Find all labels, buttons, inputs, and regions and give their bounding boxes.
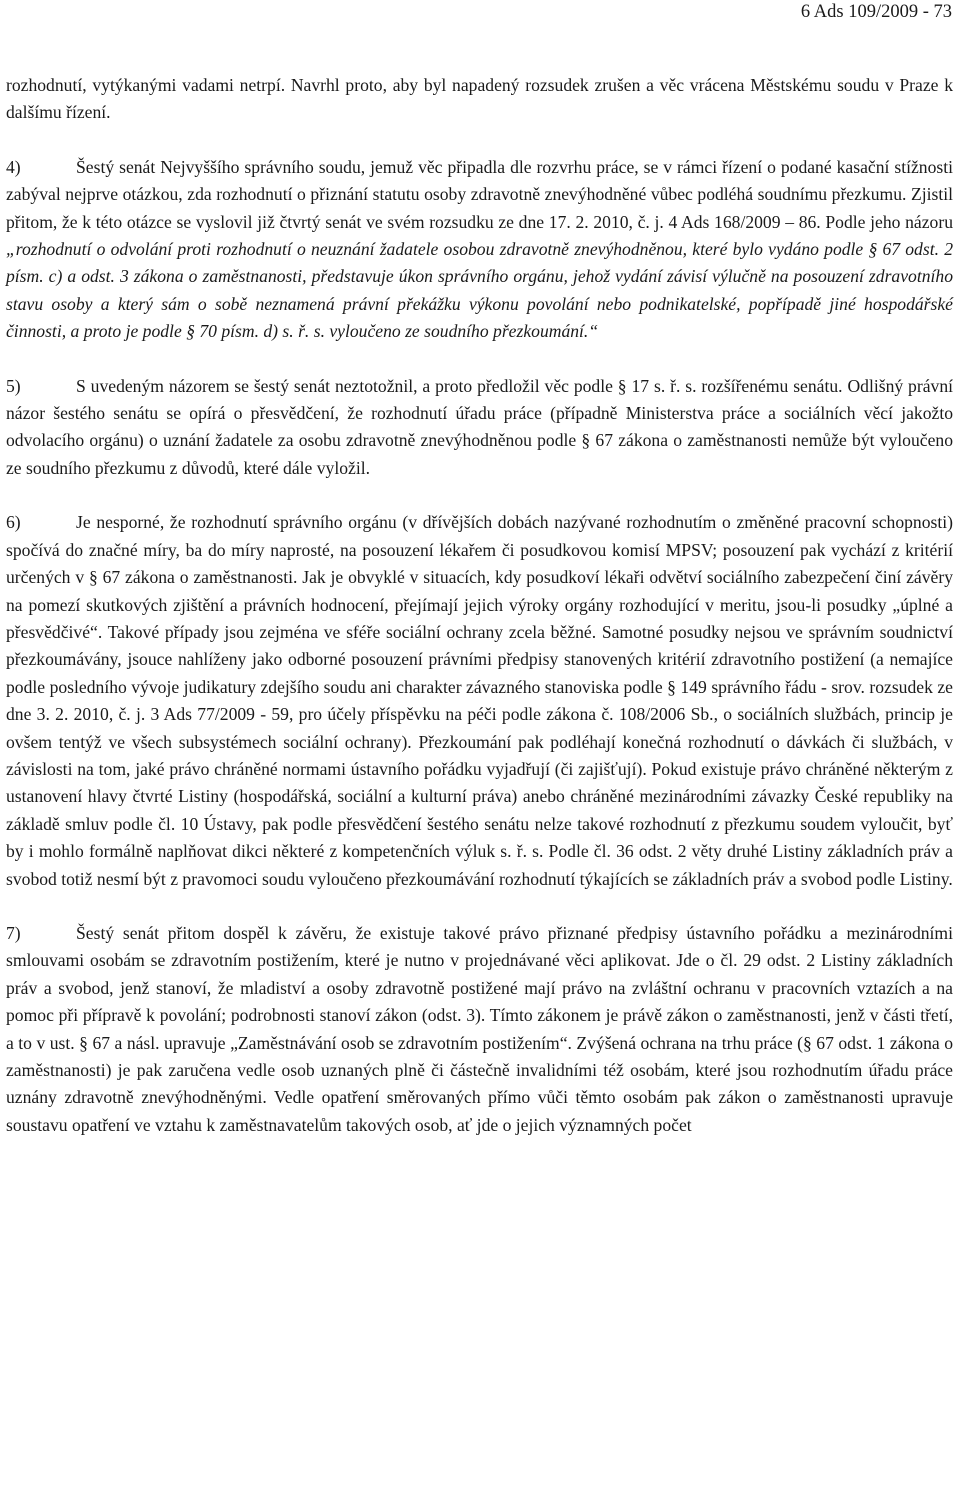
paragraph-gap (6, 346, 953, 373)
page-header-reference: 6 Ads 109/2009 - 73 (800, 2, 952, 22)
paragraph-text: Je nesporné, že rozhodnutí správního orgánu (v dřívějších dobách nazývané rozhodnutím o změněné pracovní schopnosti) spočívá do značné míry, ba do míry naprosté, na posouzení lékařem či posudkovou komisí MPSV; posouzení pak vychází z kritérií určených v § 67 zákona o zaměstnanosti. Jak je obvyklé v situacích, kdy posudkoví lékaři odvětví sociálního zabezpečení činí závěry na pomezí skutkových zjištění a právních hodnocení, přejímají jejich výroky orgány rozhodující v meritu, jsou-li posudky „úplné a přesvědčivé“. Takové případy jsou zejména ve sféře sociální ochrany zcela běžné. Samotné posudky nejsou ve správním soudnictví přezkoumávány, jsouce nahlíženy jako odborné posouzení právními předpisy stanovených kritérií zdravotního postižení (a nemajíce podle posledního vývoje judikatury zdejšího soudu ani charakter závazného stanoviska podle § 149 správního řádu - srov. rozsudek ze dne 3. 2. 2010, č. j. 3 Ads 77/2009 - 59, pro účely příspěvku na péči podle zákona č. 108/2006 Sb., o sociálních službách, princip je ovšem tentýž ve všech subsystémech sociální ochrany). Přezkoumání pak podléhají konečná rozhodnutí o dávkách či službách, v závislosti na tom, jaké právo chráněné normami ústavního pořádku vyjadřují (či zajišťují). Pokud existuje právo chráněné některým z ustanovení hlavy čtvrté Listiny (hospodářská, sociální a kulturní práva) anebo chráněné mezinárodními závazky České republiky na základě smluv podle čl. 10 Ústavy, pak podle přesvědčení šestého senátu nelze takové rozhodnutí z přezkumu soudem vyloučit, byť by i mohlo formálně naplňovat dikci některé z kompetenčních výluk s. ř. s. Podle čl. 36 odst. 2 věty druhé Listiny základních práv a svobod totiž nesmí být z pravomoci soudu vyloučeno přezkoumávání rozhodnutí týkajících se základních práv a svobod podle Listiny. (6, 512, 953, 889)
paragraph-6 (6, 509, 953, 893)
paragraph-text: S uvedeným názorem se šestý senát neztotožnil, a proto předložil věc podle § 17 s. ř. s. rozšířenému senátu. Odlišný právní názor šestého senátu se opírá o přesvědčení, že rozhodnutí úřadu práce (případně Ministerstva práce a sociálních věcí jakožto odvolacího orgánu) o uznání žadatele za osobu zdravotně znevýhodněnou podle § 67 zákona o zaměstnanosti nemůže být vyloučeno ze soudního přezkumu z důvodů, které dále vyložil. (6, 375, 953, 478)
paragraph-7 (6, 920, 953, 1139)
paragraph-4 (6, 154, 953, 346)
paragraph-5 (6, 373, 953, 483)
paragraph-text: rozhodnutí, vytýkanými vadami netrpí. Navrhl proto, aby byl napadený rozsudek zrušen a věc vrácena Městskému soudu v Praze k dalšímu řízení. (6, 75, 953, 123)
paragraph-number: 4) (6, 156, 21, 177)
paragraph-gap (6, 482, 953, 509)
paragraph-number: 7) (6, 922, 21, 943)
paragraph-quote: „rozhodnutí o odvolání proti rozhodnutí o neuznání žadatele osobou zdravotně znevýhodněnou, které bylo vydáno podle § 67 odst. 2 písm. c) a odst. 3 zákona o zaměstnanosti, představuje úkon správního orgánu, jehož vydání závisí výlučně na posouzení zdravotního stavu osoby a který sám o sobě neznamená právní překážku výkonu povolání nebo podnikatelské, popřípadě jiné hospodářské činnosti, a proto je podle § 70 písm. d) s. ř. s. vyloučeno ze soudního přezkoumání.“ (6, 239, 953, 342)
paragraph-gap (6, 127, 953, 154)
paragraph-intro (6, 72, 953, 127)
document-body (6, 72, 953, 1139)
paragraph-text: Šestý senát Nejvyššího správního soudu, jemuž věc připadla dle rozvrhu práce, se v rámci řízení o podané kasační stížnosti zabýval nejprve otázkou, zda rozhodnutí o přiznání statutu osoby zdravotně znevýhodněné vůbec podléhá soudnímu přezkumu. Zjistil přitom, že k této otázce se vyslovil již čtvrtý senát ve svém rozsudku ze dne 17. 2. 2010, č. j. 4 Ads 168/2009 – 86. Podle jeho názoru (6, 156, 953, 232)
paragraph-text: Šestý senát přitom dospěl k závěru, že existuje takové právo přiznané předpisy ústavního pořádku a mezinárodními smlouvami osobám se zdravotním postižením, které je nutno v projednávané věci aplikovat. Jde o čl. 29 odst. 2 Listiny základních práv a svobod, jenž stanoví, že mladiství a osoby zdravotně postižené mají právo na zvláštní ochranu v pracovních vztazích a na pomoc při přípravě k povolání; podrobnosti stanoví zákon (odst. 3). Tímto zákonem je právě zákon o zaměstnanosti, jenž v části třetí, a to v ust. § 67 a násl. upravuje „Zaměstnávání osob se zdravotním postižením“. Zvýšená ochrana na trhu práce (§ 67 odst. 1 zákona o zaměstnanosti) je pak zaručena vedle osob uznaných plně či částečně invalidními též osobám, které jsou rozhodnutím úřadu práce uznány zdravotně znevýhodněnými. Vedle opatření směrovaných přímo vůči těmto osobám pak zákon o zaměstnanosti upravuje soustavu opatření ve vztahu k zaměstnavatelům takových osob, ať jde o jejich významných počet (6, 922, 953, 1135)
paragraph-gap (6, 893, 953, 920)
paragraph-number: 6) (6, 512, 21, 533)
paragraph-number: 5) (6, 375, 21, 396)
